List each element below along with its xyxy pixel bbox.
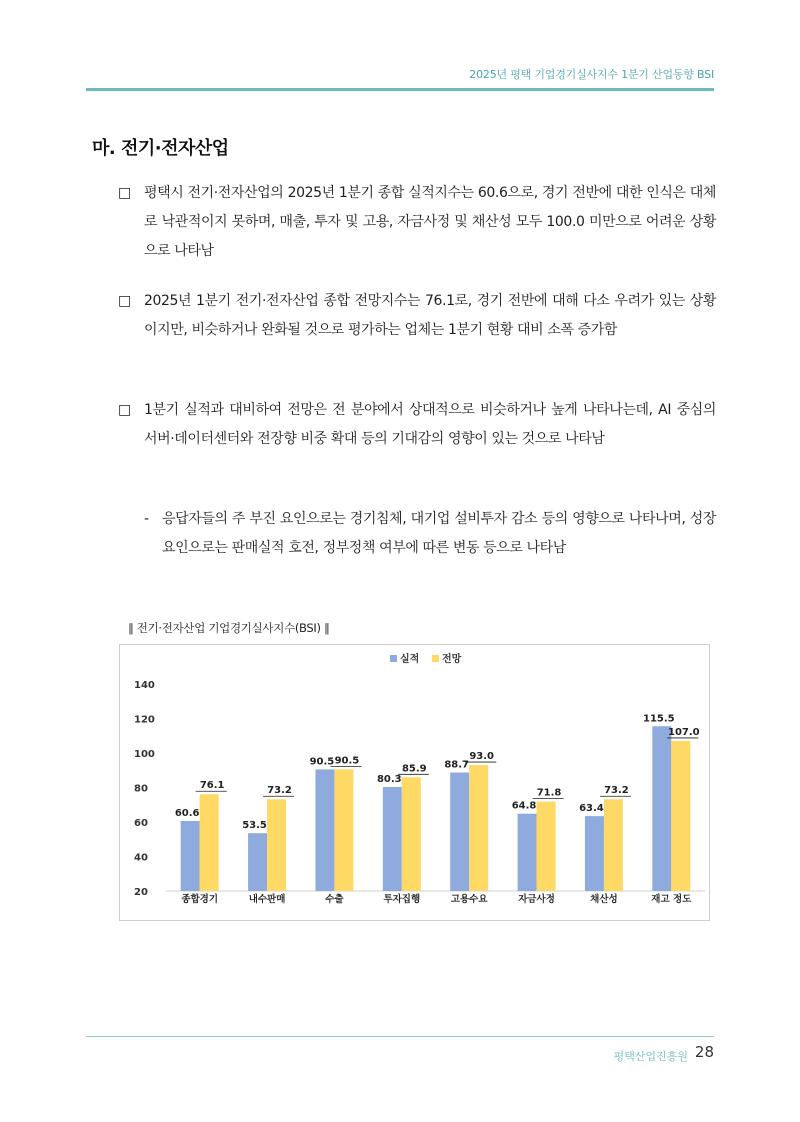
data-label: 73.2	[604, 785, 629, 797]
data-label: 71.8	[536, 787, 562, 799]
bar-actual	[181, 821, 200, 891]
bar-actual	[652, 726, 671, 891]
y-tick-label: 80	[134, 783, 148, 795]
chart-caption: ∥ 전기·전자산업 기업경기실사지수(BSI) ∥	[128, 621, 330, 635]
legend-label: 실적	[400, 654, 420, 665]
y-tick-label: 140	[134, 680, 155, 691]
data-label: 88.7	[444, 759, 470, 771]
bar-actual	[315, 769, 334, 891]
bullet-text: 평택시 전기·전자산업의 2025년 1분기 종합 실적지수는 60.6으로, 경기 전반에 대한 인식은 대체로 낙관적이지 못하며, 매출, 투자 및 고용, 자금사정 및 채산성 모두 100.0 미만으로 어려운 상황으로 나타남	[144, 185, 716, 259]
data-label: 60.6	[174, 807, 200, 819]
bar-actual	[518, 814, 537, 891]
bar-forecast	[334, 769, 353, 891]
x-tick-label: 고용수요	[450, 894, 488, 905]
legend-swatch	[390, 655, 397, 662]
x-tick-label: 수출	[325, 894, 344, 905]
bullet-2	[118, 287, 716, 345]
data-label: 73.2	[267, 785, 292, 797]
bar-forecast	[537, 802, 556, 891]
header-rule	[86, 88, 714, 91]
bullet-box-mark: □	[118, 293, 131, 309]
bsi-chart	[119, 644, 710, 921]
bar-forecast	[671, 741, 690, 891]
x-tick-label: 자금사정	[518, 894, 555, 905]
bar-actual	[383, 787, 402, 891]
footer-org: 평택산업진흥원	[613, 1050, 688, 1063]
data-label: 53.5	[242, 820, 267, 832]
sub-bullet-text: 응답자들의 주 부진 요인으로는 경기침체, 대기업 설비투자 감소 등의 영향으로 나타나며, 성장 요인으로는 판매실적 호전, 정부정책 여부에 따른 변동 등으로 나타남	[162, 511, 716, 556]
data-label: 64.8	[511, 800, 537, 812]
section-title: 마. 전기·전자산업	[92, 138, 229, 159]
data-label: 80.3	[376, 773, 402, 785]
dash-mark: -	[144, 511, 149, 527]
bullet-3	[118, 396, 716, 454]
x-tick-label: 내수판매	[248, 894, 286, 905]
bar-actual	[585, 816, 604, 891]
legend-label: 전망	[442, 654, 462, 665]
data-label: 76.1	[199, 780, 225, 792]
bsi-chart-svg	[120, 645, 709, 920]
bullet-1	[118, 179, 716, 266]
x-tick-label: 채산성	[590, 894, 618, 905]
y-tick-label: 40	[134, 852, 148, 864]
data-label: 85.9	[401, 763, 427, 775]
data-label: 63.4	[579, 803, 604, 815]
data-label: 90.5	[309, 756, 335, 768]
bar-forecast	[200, 794, 219, 891]
legend-swatch	[432, 655, 439, 662]
y-tick-label: 100	[134, 749, 155, 760]
bar-forecast	[469, 765, 488, 891]
bullet-text: 2025년 1분기 전기·전자산업 종합 전망지수는 76.1로, 경기 전반에 대해 다소 우려가 있는 상황이지만, 비슷하거나 완화될 것으로 평가하는 업체는 1분기 현황 대비 소폭 증가함	[144, 293, 716, 338]
bullet-text: 1분기 실적과 대비하여 전망은 전 분야에서 상대적으로 비슷하거나 높게 나타나는데, AI 중심의 서버·데이터센터와 전장향 비중 확대 등의 기대감의 영향이 있는 것으로 나타남	[144, 402, 716, 447]
bar-actual	[248, 833, 267, 891]
y-tick-label: 120	[134, 714, 155, 726]
y-tick-label: 20	[134, 887, 148, 898]
bar-forecast	[267, 799, 286, 891]
data-label: 115.5	[642, 713, 675, 725]
data-label: 90.5	[334, 755, 360, 767]
x-tick-label: 재고 정도	[651, 894, 692, 905]
bar-actual	[450, 772, 469, 891]
data-label: 107.0	[667, 726, 700, 738]
page-number: 28	[694, 1043, 714, 1061]
x-tick-label: 종합경기	[181, 894, 219, 905]
running-header: 2025년 평택 기업경기실사지수 1분기 산업동향 BSI	[469, 68, 714, 81]
footer-rule	[86, 1036, 714, 1037]
bullet-box-mark: □	[118, 402, 131, 418]
bar-forecast	[402, 777, 421, 891]
x-tick-label: 투자집행	[383, 894, 421, 905]
sub-bullet	[144, 505, 716, 563]
bar-forecast	[604, 799, 623, 891]
data-label: 93.0	[469, 751, 495, 763]
bullet-box-mark: □	[118, 185, 131, 201]
y-tick-label: 60	[134, 818, 148, 829]
